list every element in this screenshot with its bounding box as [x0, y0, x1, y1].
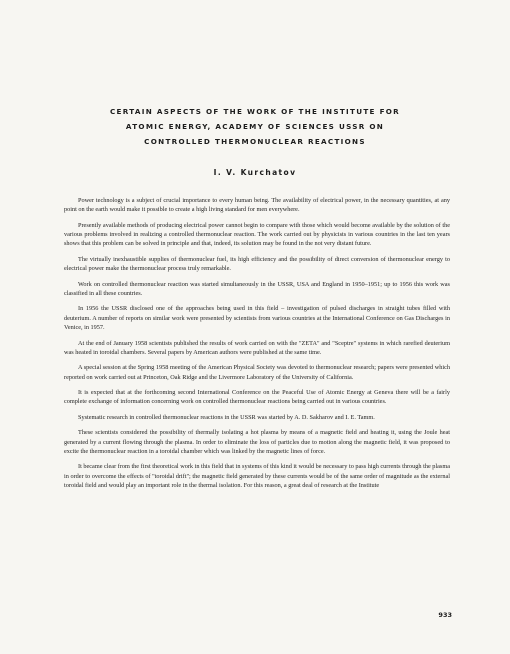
paragraph: It is expected that at the forthcoming second International Conference on the Peaceful Use of Atomic Energy at Geneva there will be a fairly complete exchange of information concerning work on controlled thermonuclear reactions being carried out in various countries. [64, 389, 450, 406]
title-line: ATOMIC ENERGY, ACADEMY OF SCIENCES USSR ON [125, 122, 385, 131]
paragraph: In 1956 the USSR disclosed one of the approaches being used in this field – investigation of pulsed discharges in straight tubes filled with deuterium. A number of reports on similar work were presented by scientists from various countries at the International Conference on Gas Discharges in Venice, in 1957. [64, 305, 450, 332]
title-line: CERTAIN ASPECTS OF THE WORK OF THE INSTITUTE FOR [109, 107, 401, 116]
author-name: I. V. Kurchatov [213, 168, 297, 177]
paragraph: Presently available methods of producing electrical power cannot begin to compare with those which would become available by the solution of the various problems involved in realizing a controlled thermonuclear reaction. The work carried out by physicists in various countries in the last ten years shows that this problem can be solved in principle and that, indeed, its solution may be found in the not very distant future. [64, 221, 450, 248]
page-number: 933 [438, 611, 452, 619]
paragraph: The virtually inexhaustible supplies of thermonuclear fuel, its high efficiency and the possibility of direct conversion of thermonuclear energy to electrical power make the thermonuclear process truly remarkable. [64, 255, 450, 273]
paragraph: At the end of January 1958 scientists published the results of work carried on with the "ZETA" and "Sceptre" systems in which rarefied deuterium was heated in toroidal chambers. Several papers by American authors were published at the same time. [64, 339, 450, 356]
paragraph: A special session at the Spring 1958 meeting of the American Physical Society was devoted to thermonuclear research; papers were presented which reported on work carried out at Princeton, Oak Ridge and the Livermore Laboratory of the University of California. [64, 364, 450, 381]
paragraph: Power technology is a subject of crucial importance to every human being. The availability of electrical power, in the necessary quantities, at any point on the earth would make it possible to create a high living standard for men everywhere. [64, 197, 450, 214]
title-line: CONTROLLED THERMONUCLEAR REACTIONS [144, 137, 366, 146]
paragraph: These scientists considered the possibility of thermally isolating a hot plasma by means of a magnetic field and heating it, using the Joule heat generated by a current flowing through the plasma. In order to eliminate the loss of particles due to motion along the magnetic field, it was proposed to excite the thermonuclear reaction in a toroidal chamber which was linked by the magnetic lines of force. [64, 429, 450, 455]
paper-title [60, 104, 450, 149]
paragraph: It became clear from the first theoretical work in this field that in systems of this kind it would be necessary to pass high currents through the plasma in order to overcome the effects of "toroidal drift"; the magnetic field generated by these currents would be of the same order of magnitude as the external toroidal field and would play an important role in the thermal isolation. For this reason, a great deal of research at the Institute [64, 463, 450, 489]
paragraph: Work on controlled thermonuclear reaction was started simultaneously in the USSR, USA and England in 1950–1951; up to 1956 this work was classified in all these countries. [64, 280, 450, 297]
paragraph: Systematic research in controlled thermonuclear reactions in the USSR was started by A. D. Sakharov and I. E. Tamm. [78, 413, 375, 421]
body-text [64, 196, 450, 496]
